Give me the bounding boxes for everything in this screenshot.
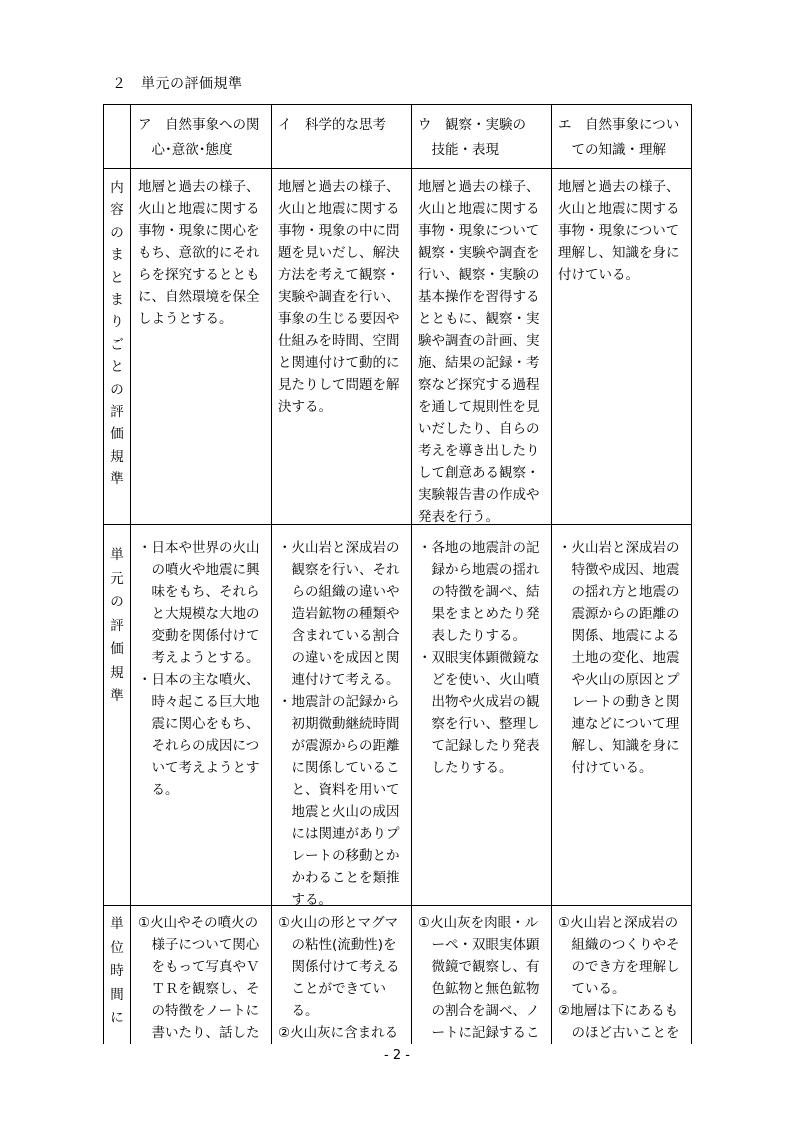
table-cell: ①火山やその噴火の 様子について関心 をもって写真やＶ ＴＲを観察し、そ の特徴をノートに 書いたり、話した xyxy=(138,915,260,1041)
table-divider-col1 xyxy=(130,104,131,1044)
table-cell: 地層と過去の様子、 火山と地震に関する 事物・現象の中に問 題を見いだし、解決 方法を考えて観察・ 実験や調査を行い、 事象の生じる要因や 仕組みを時間、空間 と関連付けて動的に 見たりして問題を解 決する。 xyxy=(278,179,400,415)
table-cell: 地層と過去の様子、 火山と地震に関する 事物・現象について 理解し、知識を身に 付けている。 xyxy=(558,179,680,283)
table-divider-row1 xyxy=(103,168,692,169)
table-divider-col2 xyxy=(271,104,272,1044)
section-title: ２ 単元の評価規準 xyxy=(112,76,243,92)
table-border-right xyxy=(691,104,692,1044)
table-cell: ・各地の地震計の記 録から地震の揺れ の特徴を調べ、結 果をまとめたり発 表したりする。 ・双眼実体顕微鏡な どを使い、火山噴 出物や火成岩の観 察を行い、整理し て記録したり発表 したりする。 xyxy=(418,540,540,776)
header-cell-knowledge: エ 自然事象につい ての知識・理解 xyxy=(558,117,680,158)
header-cell-skills: ウ 観察・実験の 技能・表現 xyxy=(418,117,526,158)
row-label-unit-time: 単 位 時 間 に xyxy=(110,916,124,1026)
table-cell: ①火山岩と深成岩の 組織のつくりやそ のでき方を理解し ている。 ②地層は下にあるも のほど古いことを xyxy=(558,915,680,1041)
table-cell: ・日本や世界の火山 の噴火や地震に興 味をもち、それら と大規模な大地の 変動を関係付けて 考えようとする。 ・日本の主な噴火、 時々起こる巨大地 震に関心をもち、 それらの成因につ いて考えようとす る。 xyxy=(138,540,260,798)
table-border-top xyxy=(103,104,692,105)
row-label-content: 内 容 の ま と ま り ご と の 評 価 規 準 xyxy=(110,180,124,488)
row-label-unit: 単 元 の 評 価 規 準 xyxy=(110,547,124,704)
header-cell-interest: ア 自然事象への関 心･意欲･態度 xyxy=(138,117,260,158)
header-cell-thinking: イ 科学的な思考 xyxy=(278,117,386,133)
table-cell: ①火山の形とマグマ の粘性(流動性)を 関係付けて考える ことができてい る。 ②火山灰に含まれる xyxy=(278,915,400,1041)
table-cell: 地層と過去の様子、 火山と地震に関する 事物・現象に関心を もち、意欲的にそれ らを探究するととも に、自然環境を保全 しようとする。 xyxy=(138,179,260,327)
table-divider-col3 xyxy=(411,104,412,1044)
table-cell: ・火山岩と深成岩の 特徴や成因、地震 の揺れ方と地震の 震源からの距離の 関係、地震による 土地の変化、地震 や火山の原因とプ レートの動きと関 連などについて理 解し、知識を身に 付けている。 xyxy=(558,540,680,776)
table-divider-row2 xyxy=(103,524,692,525)
table-cell: ①火山灰を肉眼・ル ーペ・双眼実体顕 微鏡で観察し、有 色鉱物と無色鉱物 の割合を調べ、ノ ートに記録するこ xyxy=(418,915,540,1041)
table-cell: 地層と過去の様子、 火山と地震に関する 事物・現象について 観察・実験や調査を 行い、観察・実験の 基本操作を習得する とともに、観察・実 験や調査の計画、実 施、結果の記録・考 察など探究する過程 を通して規則性を見 いだしたり、自らの 考えを導き出したり して創意ある観察・ 実験報告書の作成や 発表を行う。 xyxy=(418,179,540,525)
table-cell: ・火山岩と深成岩の 観察を行い、それ らの組織の違いや 造岩鉱物の種類や 含まれている割合 の違いを成因と関 連付けて考える。 ・地震計の記録から 初期微動継続時間 が震源からの距離 に関係しているこ と、資料を用いて 地震と火山の成因 には関連がありプ レートの移動とか かわることを類推 する。 xyxy=(278,540,400,908)
page-number: - 2 - xyxy=(384,1048,410,1063)
table-divider-col4 xyxy=(551,104,552,1044)
